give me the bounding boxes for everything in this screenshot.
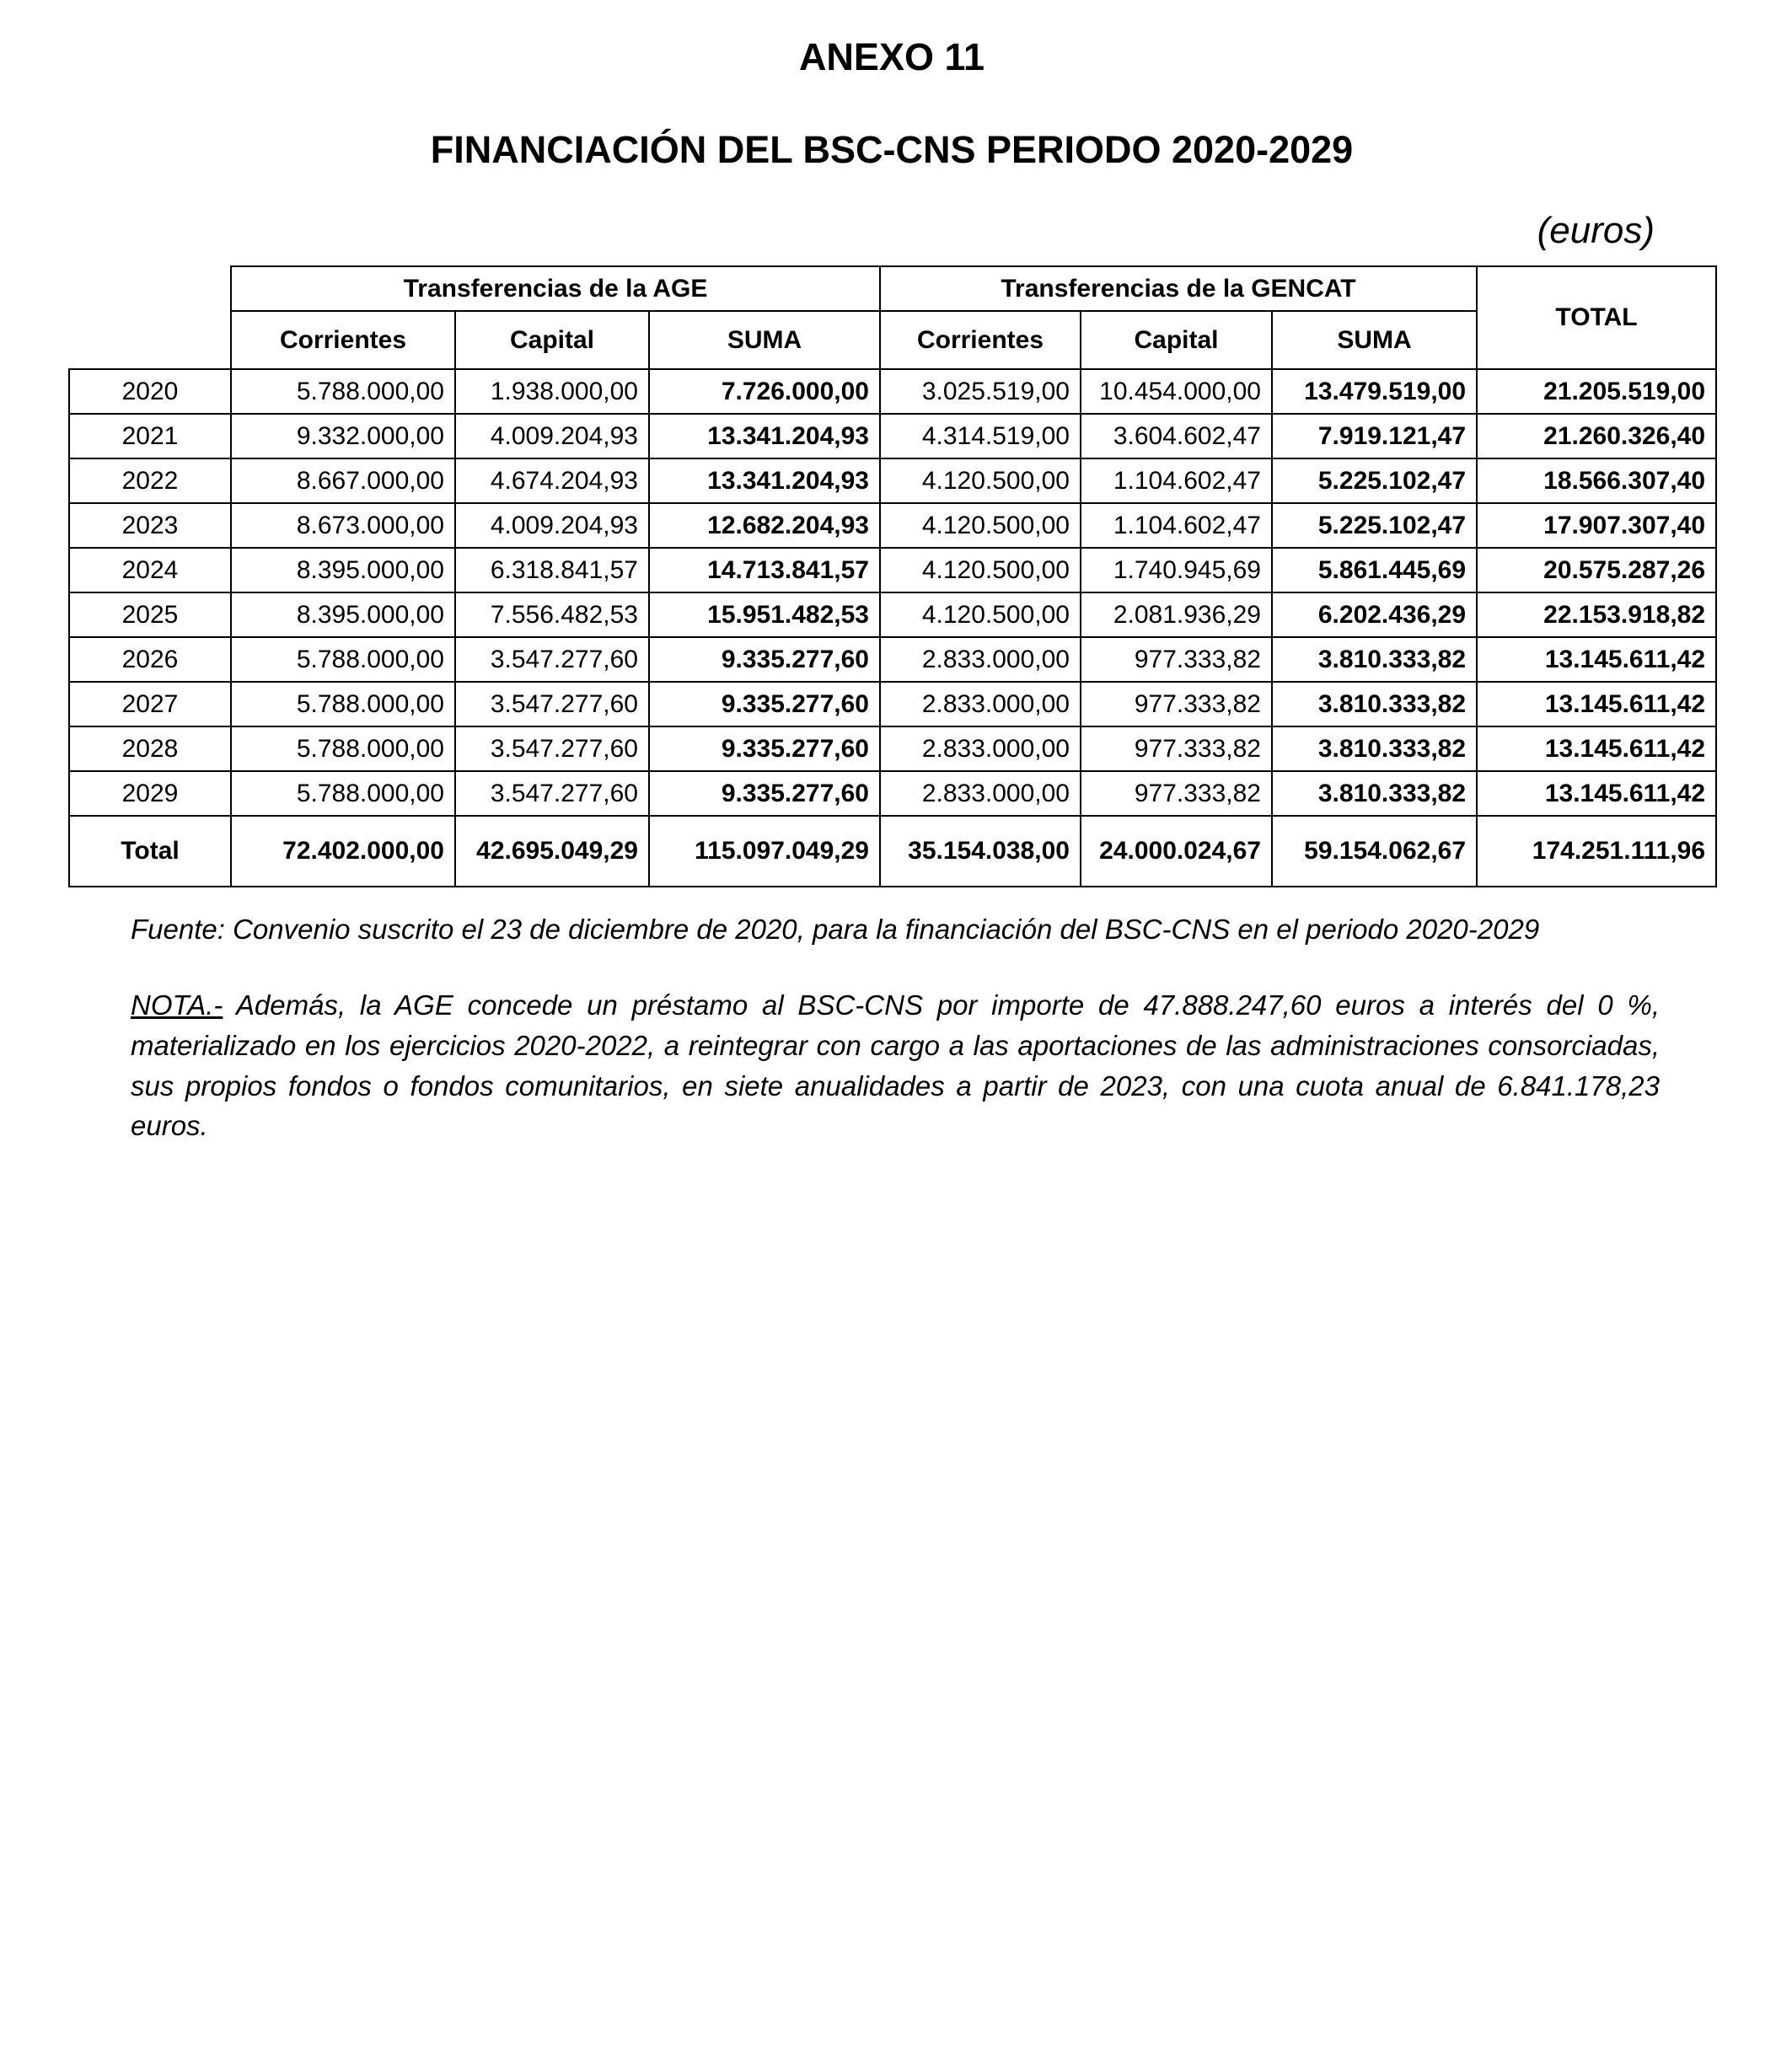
age-corrientes-cell: 8.395.000,00 <box>231 548 455 592</box>
year-cell: 2026 <box>69 637 231 682</box>
year-cell: 2029 <box>69 771 231 816</box>
gencat-suma-total-cell: 59.154.062,67 <box>1272 816 1477 887</box>
gencat-capital-cell: 977.333,82 <box>1081 682 1272 726</box>
gencat-group-header: Transferencias de la GENCAT <box>880 266 1477 311</box>
row-total-cell: 20.575.287,26 <box>1477 548 1716 592</box>
age-capital-cell: 3.547.277,60 <box>455 637 649 682</box>
gencat-corrientes-header: Corrientes <box>880 311 1081 369</box>
row-total-cell: 13.145.611,42 <box>1477 682 1716 726</box>
gencat-corrientes-cell: 4.120.500,00 <box>880 592 1081 637</box>
age-capital-cell: 3.547.277,60 <box>455 682 649 726</box>
gencat-suma-cell: 3.810.333,82 <box>1272 726 1477 771</box>
gencat-suma-cell: 7.919.121,47 <box>1272 414 1477 458</box>
table-row-2020 <box>69 369 1716 414</box>
year-cell: 2022 <box>69 458 231 503</box>
annex-title: ANEXO 11 <box>798 35 985 78</box>
gencat-corrientes-cell: 2.833.000,00 <box>880 637 1081 682</box>
source-note: Fuente: Convenio suscrito el 23 de diciembre de 2020, para la financiación del BSC-CNS en el periodo 2020-2029 <box>131 914 1540 945</box>
year-cell: 2021 <box>69 414 231 458</box>
table-row-2022 <box>69 458 1716 503</box>
age-capital-cell: 7.556.482,53 <box>455 592 649 637</box>
table-row-2025 <box>69 592 1716 637</box>
gencat-capital-total-cell: 24.000.024,67 <box>1081 816 1272 887</box>
gencat-corrientes-cell: 2.833.000,00 <box>880 726 1081 771</box>
gencat-capital-cell: 1.740.945,69 <box>1081 548 1272 592</box>
financing-table <box>68 265 1717 887</box>
gencat-suma-cell: 6.202.436,29 <box>1272 592 1477 637</box>
nota-label: NOTA.- <box>131 989 223 1021</box>
gencat-corrientes-cell: 4.120.500,00 <box>880 458 1081 503</box>
age-suma-cell: 12.682.204,93 <box>649 503 880 548</box>
total-column-header: TOTAL <box>1477 266 1716 369</box>
year-cell: 2028 <box>69 726 231 771</box>
age-capital-total-cell: 42.695.049,29 <box>455 816 649 887</box>
age-suma-cell: 7.726.000,00 <box>649 369 880 414</box>
age-capital-header: Capital <box>455 311 649 369</box>
table-row-2027 <box>69 682 1716 726</box>
age-corrientes-cell: 5.788.000,00 <box>231 682 455 726</box>
age-capital-cell: 1.938.000,00 <box>455 369 649 414</box>
age-suma-cell: 9.335.277,60 <box>649 637 880 682</box>
gencat-suma-cell: 5.225.102,47 <box>1272 458 1477 503</box>
age-suma-cell: 15.951.482,53 <box>649 592 880 637</box>
table-row-2021 <box>69 414 1716 458</box>
currency-note: (euros) <box>1537 210 1655 251</box>
row-total-cell: 18.566.307,40 <box>1477 458 1716 503</box>
row-total-cell: 21.205.519,00 <box>1477 369 1716 414</box>
age-suma-header: SUMA <box>649 311 880 369</box>
age-suma-cell: 13.341.204,93 <box>649 458 880 503</box>
age-capital-cell: 4.009.204,93 <box>455 414 649 458</box>
age-suma-cell: 9.335.277,60 <box>649 726 880 771</box>
gencat-suma-cell: 5.225.102,47 <box>1272 503 1477 548</box>
year-cell: 2020 <box>69 369 231 414</box>
corner-cell <box>69 266 231 369</box>
gencat-capital-cell: 1.104.602,47 <box>1081 458 1272 503</box>
gencat-suma-cell: 3.810.333,82 <box>1272 637 1477 682</box>
gencat-corrientes-cell: 4.120.500,00 <box>880 503 1081 548</box>
age-corrientes-cell: 5.788.000,00 <box>231 771 455 816</box>
row-total-cell: 13.145.611,42 <box>1477 726 1716 771</box>
gencat-corrientes-cell: 4.120.500,00 <box>880 548 1081 592</box>
year-cell: 2027 <box>69 682 231 726</box>
gencat-corrientes-cell: 3.025.519,00 <box>880 369 1081 414</box>
gencat-corrientes-cell: 2.833.000,00 <box>880 682 1081 726</box>
gencat-capital-cell: 977.333,82 <box>1081 726 1272 771</box>
age-corrientes-header: Corrientes <box>231 311 455 369</box>
table-row-2024 <box>69 548 1716 592</box>
table-row-2026 <box>69 637 1716 682</box>
age-capital-cell: 4.674.204,93 <box>455 458 649 503</box>
age-capital-cell: 4.009.204,93 <box>455 503 649 548</box>
gencat-suma-cell: 3.810.333,82 <box>1272 682 1477 726</box>
age-suma-total-cell: 115.097.049,29 <box>649 816 880 887</box>
row-total-cell: 21.260.326,40 <box>1477 414 1716 458</box>
age-corrientes-cell: 8.395.000,00 <box>231 592 455 637</box>
year-cell: 2023 <box>69 503 231 548</box>
age-corrientes-cell: 8.667.000,00 <box>231 458 455 503</box>
year-cell: 2025 <box>69 592 231 637</box>
gencat-suma-cell: 5.861.445,69 <box>1272 548 1477 592</box>
group-header-row <box>69 266 1716 311</box>
age-suma-cell: 13.341.204,93 <box>649 414 880 458</box>
gencat-corrientes-total-cell: 35.154.038,00 <box>880 816 1081 887</box>
gencat-capital-header: Capital <box>1081 311 1272 369</box>
gencat-capital-cell: 10.454.000,00 <box>1081 369 1272 414</box>
age-capital-cell: 3.547.277,60 <box>455 726 649 771</box>
age-corrientes-cell: 5.788.000,00 <box>231 637 455 682</box>
age-suma-cell: 9.335.277,60 <box>649 771 880 816</box>
gencat-capital-cell: 3.604.602,47 <box>1081 414 1272 458</box>
row-total-cell: 17.907.307,40 <box>1477 503 1716 548</box>
table-row-2029 <box>69 771 1716 816</box>
age-capital-cell: 3.547.277,60 <box>455 771 649 816</box>
grand-total-cell: 174.251.111,96 <box>1477 816 1716 887</box>
gencat-capital-cell: 1.104.602,47 <box>1081 503 1272 548</box>
gencat-suma-header: SUMA <box>1272 311 1477 369</box>
column-header-row <box>69 311 1716 369</box>
gencat-capital-cell: 977.333,82 <box>1081 637 1272 682</box>
gencat-suma-cell: 3.810.333,82 <box>1272 771 1477 816</box>
age-corrientes-cell: 5.788.000,00 <box>231 726 455 771</box>
gencat-corrientes-cell: 4.314.519,00 <box>880 414 1081 458</box>
row-total-cell: 22.153.918,82 <box>1477 592 1716 637</box>
row-total-cell: 13.145.611,42 <box>1477 637 1716 682</box>
page-title: FINANCIACIÓN DEL BSC-CNS PERIODO 2020-2029 <box>430 128 1354 171</box>
table-row-2028 <box>69 726 1716 771</box>
age-group-header: Transferencias de la AGE <box>231 266 880 311</box>
total-label-cell: Total <box>69 816 231 887</box>
age-suma-cell: 9.335.277,60 <box>649 682 880 726</box>
total-row <box>69 816 1716 887</box>
gencat-suma-cell: 13.479.519,00 <box>1272 369 1477 414</box>
gencat-capital-cell: 2.081.936,29 <box>1081 592 1272 637</box>
year-cell: 2024 <box>69 548 231 592</box>
nota-text: Además, la AGE concede un préstamo al BSC-CNS por importe de 47.888.247,60 euros a interés del 0 %, materializado en los ejercicios 2020-2022, a reintegrar con cargo a las aportaciones de las administraciones consorciadas, sus propios fondos o fondos comunitarios, en siete anualidades a partir de 2023, con una cuota anual de 6.841.178,23 euros. <box>131 989 1660 1142</box>
age-capital-cell: 6.318.841,57 <box>455 548 649 592</box>
age-corrientes-cell: 9.332.000,00 <box>231 414 455 458</box>
table-row-2023 <box>69 503 1716 548</box>
nota-paragraph <box>131 985 1660 1146</box>
footer-notes <box>131 909 1660 1146</box>
gencat-corrientes-cell: 2.833.000,00 <box>880 771 1081 816</box>
age-corrientes-total-cell: 72.402.000,00 <box>231 816 455 887</box>
age-corrientes-cell: 5.788.000,00 <box>231 369 455 414</box>
gencat-capital-cell: 977.333,82 <box>1081 771 1272 816</box>
row-total-cell: 13.145.611,42 <box>1477 771 1716 816</box>
age-suma-cell: 14.713.841,57 <box>649 548 880 592</box>
age-corrientes-cell: 8.673.000,00 <box>231 503 455 548</box>
